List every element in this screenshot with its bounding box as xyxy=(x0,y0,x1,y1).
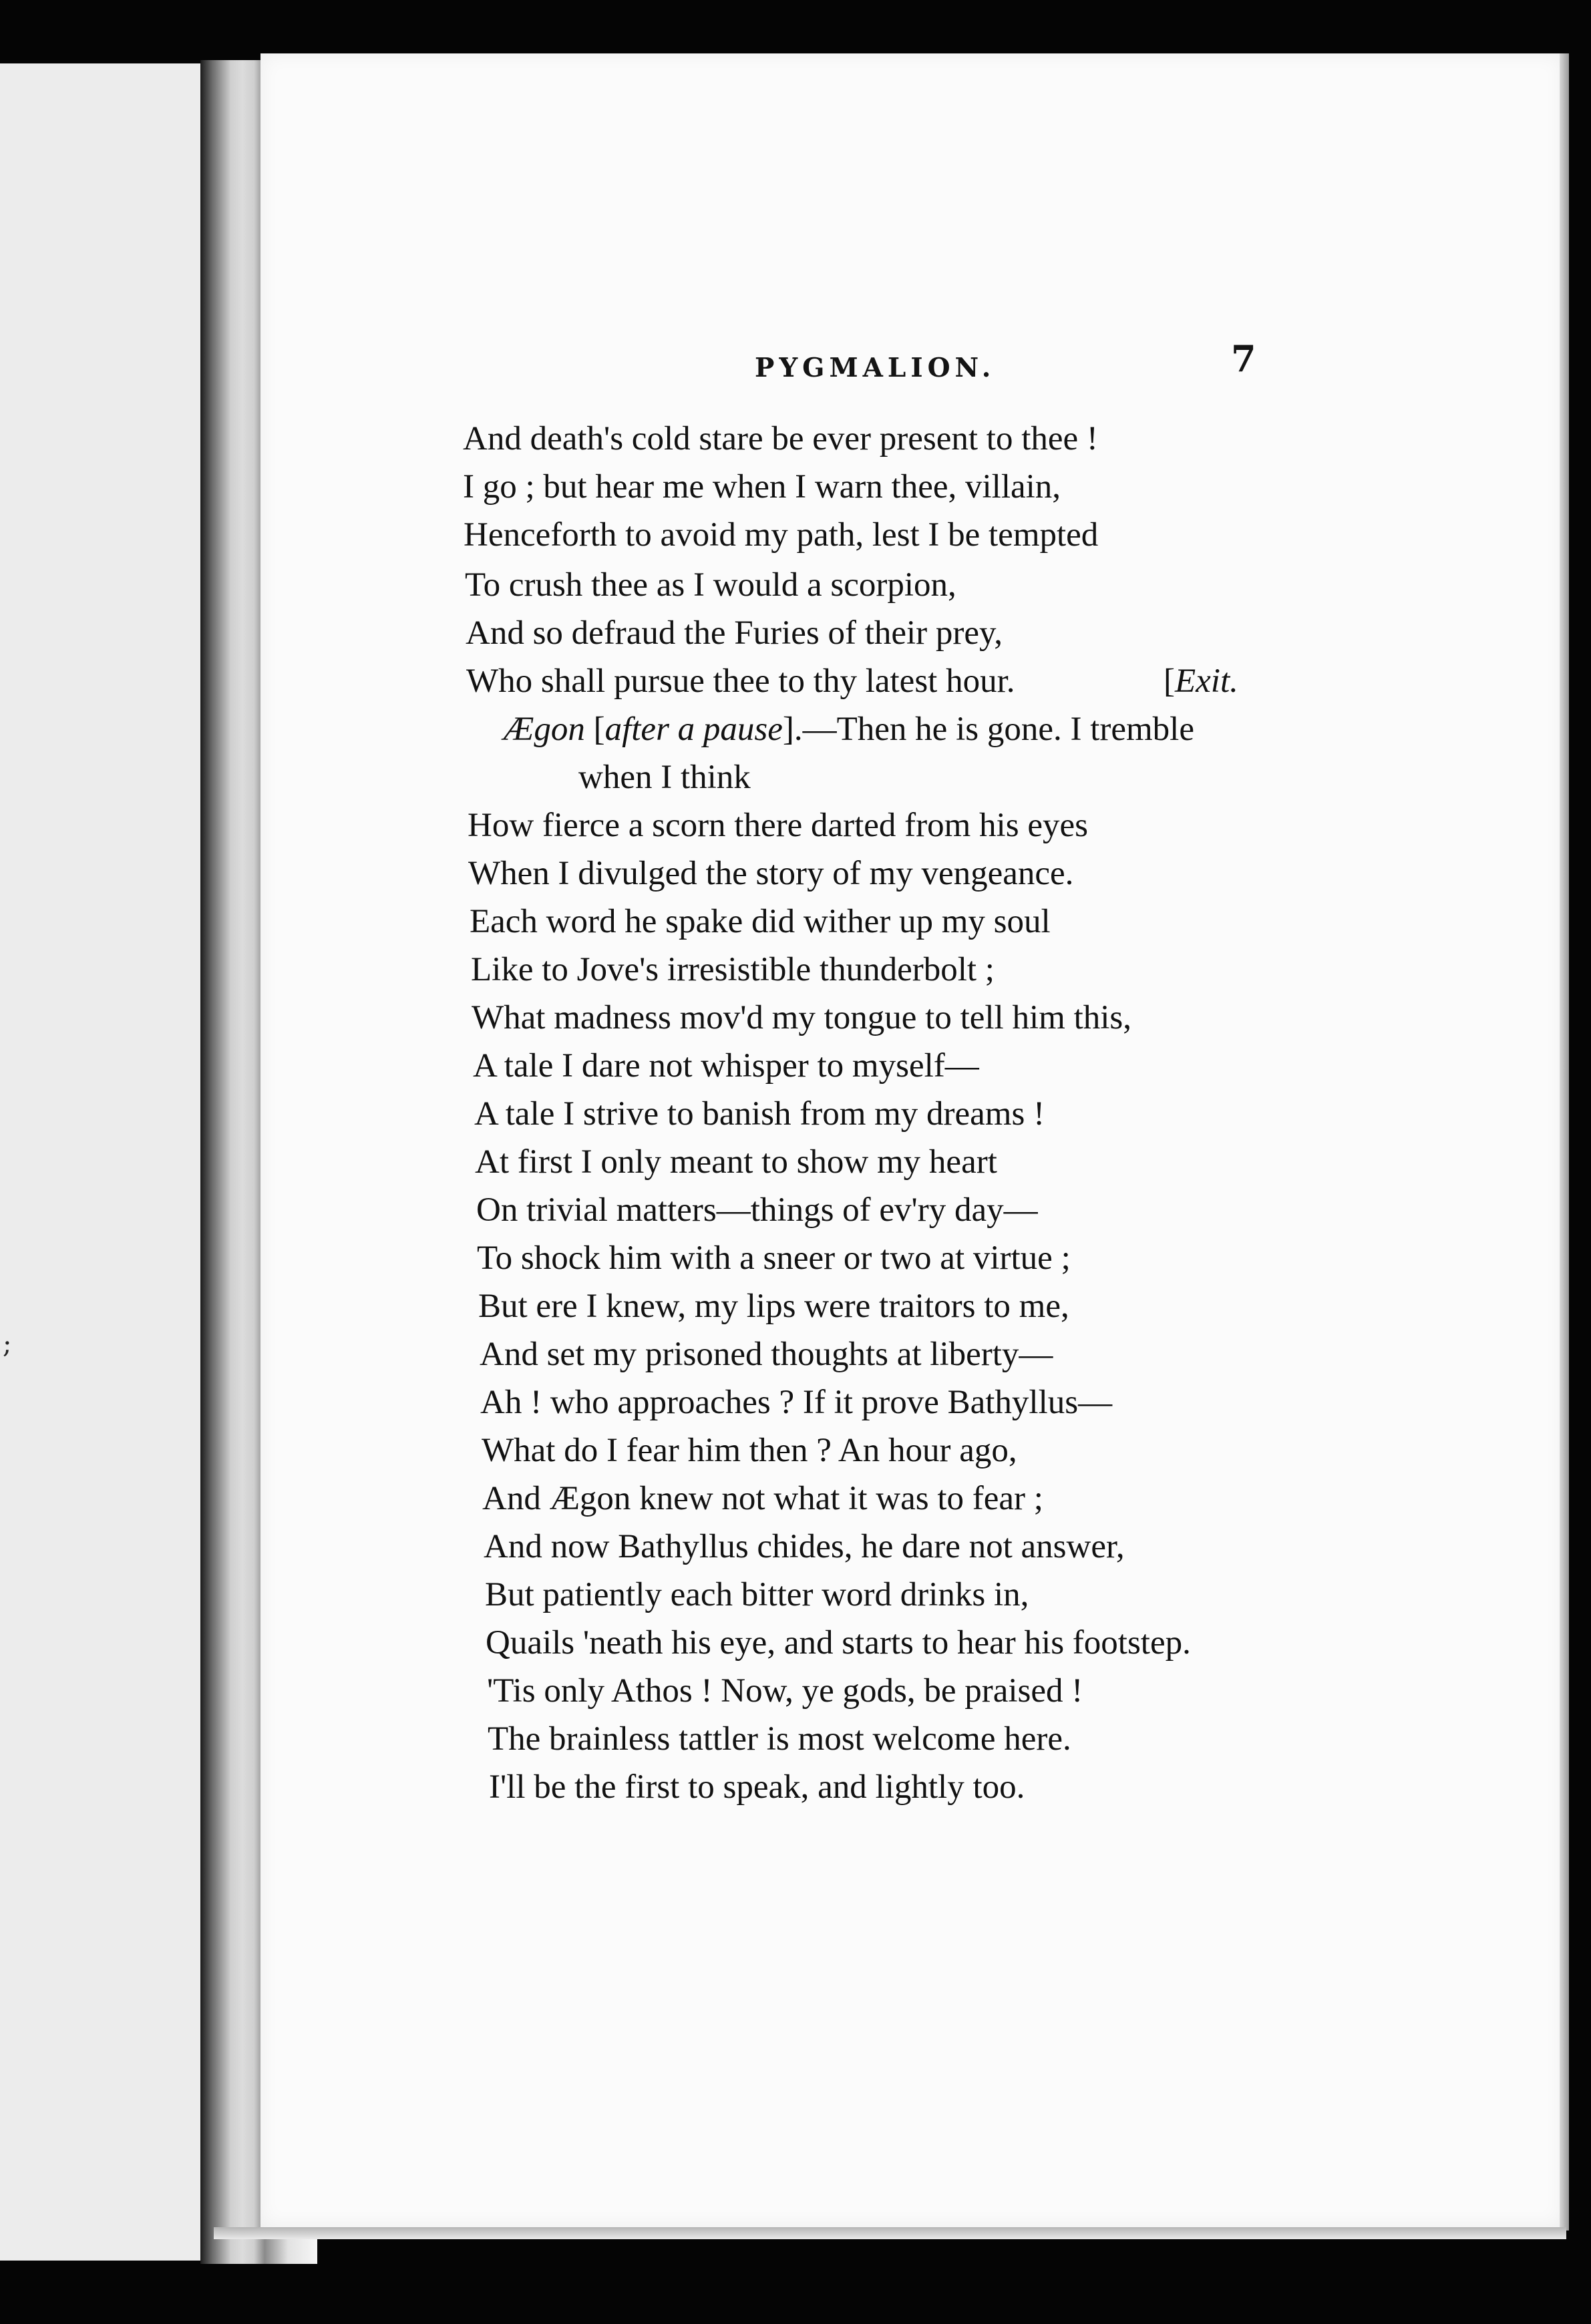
left-page-edge xyxy=(0,63,214,2261)
verse-line: Ah ! who approaches ? If it prove Bathyllus— xyxy=(480,1384,1113,1421)
right-page-edge xyxy=(1560,53,1569,2231)
left-page-mark: ; xyxy=(3,1329,12,1360)
verse-line: To shock him with a sneer or two at virtue ; xyxy=(477,1239,1071,1277)
bottom-page-edge xyxy=(214,2227,1566,2239)
page-number: 7 xyxy=(1231,337,1256,380)
direction-open: [ xyxy=(593,711,605,748)
exit-bracket: [ xyxy=(1164,662,1175,700)
verse-line: To crush thee as I would a scorpion, xyxy=(465,566,956,604)
verse-line: But ere I knew, my lips were traitors to me, xyxy=(478,1288,1069,1325)
verse-line: At first I only meant to show my heart xyxy=(475,1143,997,1181)
speech-first-line: .—Then he is gone. I tremble xyxy=(793,711,1194,748)
direction-close: ] xyxy=(782,711,794,748)
speech-continuation: when I think xyxy=(578,759,751,796)
speech-line xyxy=(504,709,1194,749)
verse-line: Like to Jove's irresistible thunderbolt ; xyxy=(471,951,995,988)
verse-line: And now Bathyllus chides, he dare not answer, xyxy=(484,1528,1125,1565)
verse-line: A tale I strive to banish from my dreams ! xyxy=(474,1095,1045,1133)
verse-line: The brainless tattler is most welcome here. xyxy=(488,1720,1071,1758)
exit-word: Exit. xyxy=(1174,662,1238,700)
stage-direction-exit xyxy=(1164,661,1238,701)
verse-line: And death's cold stare be ever present to thee ! xyxy=(463,420,1098,457)
verse-line: Quails 'neath his eye, and starts to hear his footstep. xyxy=(486,1624,1191,1662)
verse-line: I'll be the first to speak, and lightly too. xyxy=(489,1768,1025,1806)
running-title: PYGMALION. xyxy=(755,353,996,383)
verse-line: 'Tis only Athos ! Now, ye gods, be praised ! xyxy=(487,1672,1083,1710)
verse-line: How fierce a scorn there darted from his eyes xyxy=(468,807,1088,844)
verse-line: And so defraud the Furies of their prey, xyxy=(466,614,1003,652)
stage-direction: after a pause xyxy=(604,711,783,748)
verse-line: Who shall pursue thee to thy latest hour. xyxy=(466,662,1015,700)
verse-line: When I divulged the story of my vengeance. xyxy=(468,855,1074,892)
verse-line: Each word he spake did wither up my soul xyxy=(470,903,1051,940)
speaker-name: Ægon xyxy=(504,711,585,748)
verse-line: A tale I dare not whisper to myself— xyxy=(473,1047,979,1085)
verse-line: On trivial matters—things of ev'ry day— xyxy=(476,1191,1038,1229)
verse-line: Henceforth to avoid my path, lest I be tempted xyxy=(464,516,1099,554)
verse-line: But patiently each bitter word drinks in, xyxy=(485,1576,1029,1613)
verse-line: And Ægon knew not what it was to fear ; xyxy=(482,1480,1043,1517)
verse-line: What madness mov'd my tongue to tell him this, xyxy=(472,999,1132,1036)
verse-line: What do I fear him then ? An hour ago, xyxy=(482,1432,1017,1469)
verse-line: And set my prisoned thoughts at liberty— xyxy=(480,1336,1053,1373)
verse-line: I go ; but hear me when I warn thee, villain, xyxy=(463,468,1061,506)
